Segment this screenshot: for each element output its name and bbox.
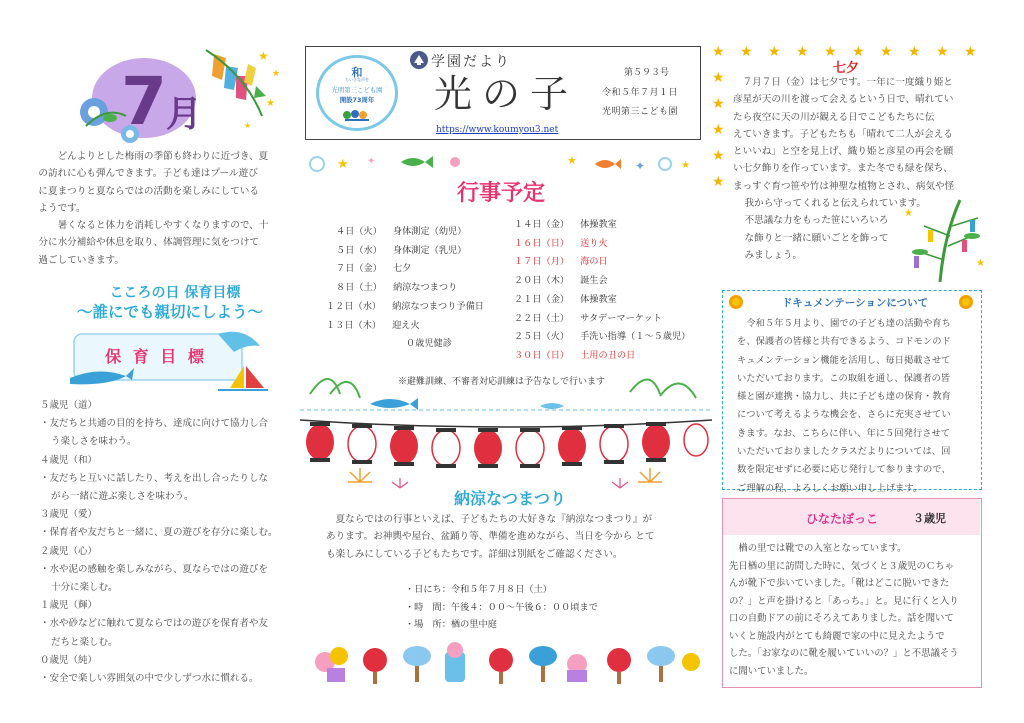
intro-line: に夏まつりと夏ならではの活動を楽しみにしている — [38, 185, 259, 197]
tanabata-line: 我から守ってくれると伝えられています。 — [744, 198, 927, 210]
sunflower-icon — [959, 295, 973, 309]
goal-2 — [40, 543, 302, 598]
noryo-title: 納涼なつまつり — [453, 489, 566, 508]
svg-text:★: ★ — [976, 258, 985, 269]
tanabata-line: えていきます。子どもたちも「晴れて二人が会える — [733, 128, 953, 140]
goal-head: ５歳児（道） — [40, 400, 98, 411]
goal-item: ・水や泥の感触を楽しみながら、夏ならではの遊びを 十分に楽しむ。 — [40, 563, 268, 594]
paper-subtitle: 学園だより — [431, 54, 511, 70]
docu-line: いただいております。この取組を通し、保護者の皆 — [737, 372, 951, 384]
goal-item: ・友だちと互いに話したり、考えを出し合ったりしな がら一緒に遊ぶ楽しさを味わう。 — [40, 472, 269, 503]
hina-line: に聞いていました。 — [729, 665, 814, 677]
goal-4 — [40, 452, 302, 507]
event-row: ３０日（日） 土用の丑の日 — [514, 349, 636, 361]
events-title: 行事予定 — [456, 181, 545, 206]
intro-line: 分に水分補給や休息を取り、体調管理に気をつけて — [38, 237, 260, 249]
noryo-place: ・場 所：楢の里中庭 — [405, 619, 497, 630]
goal-head: ４歳児（和） — [40, 454, 98, 466]
svg-text:★: ★ — [681, 160, 690, 171]
event-row: １４日（金） 体操教室 — [514, 219, 617, 230]
svg-text:★: ★ — [712, 96, 725, 112]
masthead — [305, 46, 701, 140]
docu-line: きます。なお、こちらに伴い、年に５回発行させて — [737, 427, 951, 439]
svg-text:★: ★ — [258, 49, 269, 63]
svg-text:★: ★ — [712, 44, 725, 60]
svg-text:★: ★ — [712, 174, 725, 190]
event-row: ２２日（土） サタデーマーケット — [514, 312, 662, 324]
goal-item: ・友だちと共通の目的を持ち、達成に向けて協力し合 う楽しさを味わう。 — [40, 418, 269, 448]
tanabata-line: な飾りと一緒に願いごとを飾って — [744, 232, 889, 244]
hina-line: 楢の里では靴での入室となっています。 — [738, 543, 907, 554]
kokoro-title: こころの日 保育目標 — [109, 285, 241, 301]
intro-paragraph-1 — [38, 148, 296, 217]
svg-text:★: ★ — [337, 157, 349, 172]
svg-text:✦: ✦ — [635, 159, 646, 173]
documentation-box — [722, 290, 982, 494]
noryo-time: ・時 間：午後４：００～午後６：００頃まで — [405, 601, 598, 613]
intro-line: どんよりとした梅雨の季節も終わりに近づき、夏 — [57, 151, 269, 162]
noryo-line: も楽しみにしている子どもたちです。詳細は別紙をご確認ください。 — [326, 548, 623, 560]
event-row: ５日（水） 身体測定（乳児） — [336, 244, 467, 256]
logo-emblem-icon — [341, 108, 373, 122]
bamboo-icon — [900, 196, 988, 284]
svg-text:★: ★ — [880, 44, 893, 60]
svg-text:★: ★ — [768, 44, 781, 60]
docu-line: 令和５年５月より、園での子ども達の活動や育ち — [746, 318, 951, 329]
month-kanji-graphic: 月 — [166, 94, 203, 135]
goal-head: ２歳児（心） — [40, 545, 98, 557]
tanabata-line: たら夜空に天の川が観える日でこどもたちに伝 — [733, 111, 935, 123]
svg-text:★: ★ — [712, 70, 725, 86]
svg-text:★: ★ — [796, 44, 809, 60]
logo-school-name: 光明第三こども園 — [331, 86, 383, 94]
hoiku-banner — [68, 330, 268, 392]
month-number-graphic: 7 — [121, 63, 167, 140]
goal-item: ・保育者や友だちと一緒に、夏の遊びを存分に楽しむ。 — [40, 527, 278, 539]
docu-line: いただいておりましたクラスだよりについては、回 — [737, 446, 951, 458]
docu-line: について考えるような機会を、さらに充実させてい — [737, 409, 951, 421]
intro-line: 暑くなると体力を消耗しやすくなりますので、十 — [57, 220, 269, 232]
event-row: ７日（金） 七夕 — [336, 263, 412, 275]
hina-line: の？」と声を掛けると「あっち。」と。見に行くと入り — [729, 595, 959, 607]
publisher: 光明第三こども園 — [602, 107, 679, 117]
docu-line: 様と園が連携・協力し、共に子ども達の保育・教育 — [737, 391, 951, 403]
tanabata-line: みましょう。 — [744, 249, 803, 261]
tanabata-line: といいね」と空を見上げ、織り姫と彦星の再会を願 — [733, 146, 954, 158]
tanabata-title: 七夕 — [832, 61, 859, 76]
month-badge — [66, 46, 284, 146]
logo-mark: 和 — [351, 66, 363, 79]
documentation-title: ドキュメンテーションについて — [781, 297, 929, 309]
event-row: １６日（日） 送り火 — [514, 237, 608, 249]
documentation-text — [737, 315, 977, 498]
svg-text:★: ★ — [904, 208, 913, 219]
hina-line: んが靴下で歩いていました。「靴はどこに脱いできた — [729, 578, 950, 589]
svg-text:✦: ✦ — [367, 156, 376, 167]
logo-tagline: ちいさな声を — [345, 77, 369, 82]
goal-3 — [40, 506, 302, 542]
hina-line: した。「お家なのに靴を履いていいの？」と不思議そう — [729, 648, 959, 659]
summer-goods-illustration — [305, 638, 705, 686]
hina-line: 先日楢の里に訪問した時に、気づくと３歳児のＣちゃ — [729, 560, 955, 572]
intro-line: ようです。 — [38, 202, 86, 214]
intro-text — [38, 148, 296, 269]
goal-0 — [40, 652, 302, 688]
july-illustration — [66, 46, 284, 146]
issue-number: 第５９３号 — [624, 68, 670, 78]
tanabata-line: い七夕飾りを作っています。また冬でも緑を保ち、 — [733, 163, 953, 175]
goal-head: ３歳児（愛） — [40, 509, 98, 521]
hina-line: いくと施設内がとても綺麗で家の中に見えたようで — [729, 630, 945, 642]
issue-date: 令和５年７月１日 — [602, 88, 679, 98]
noryo-line: あります。お神輿や屋台、盆踊り等、準備を進めながら、当日を今から とて — [326, 531, 655, 543]
kokoro-subtitle: ～誰にでも親切にしよう～ — [76, 303, 263, 321]
goal-1 — [40, 597, 302, 652]
event-row: ２５日（火） 手洗い指導（１～５歳児） — [514, 331, 691, 343]
svg-text:★: ★ — [712, 148, 725, 164]
events-list-left — [326, 223, 506, 354]
intro-line: 過ごしていきます。 — [38, 254, 124, 266]
event-row: １７日（月） 海の日 — [514, 256, 608, 268]
event-row: ２０日（木） 誕生会 — [514, 275, 608, 287]
noryo-info — [405, 581, 598, 634]
intro-line: の訪れに心も弾んできます。子ども達はプール遊び — [38, 168, 258, 180]
svg-text:★: ★ — [824, 44, 837, 60]
svg-text:★: ★ — [567, 154, 577, 167]
svg-text:★: ★ — [936, 44, 949, 60]
svg-text:★: ★ — [712, 122, 725, 138]
logo-years: 開設73周年 — [339, 96, 375, 104]
noryo-date: ・日にち：令和５年７月８日（土） — [405, 584, 552, 595]
tanabata-line: ７月７日（金）は七夕です。一年に一度織り姫と — [742, 77, 953, 88]
hinatabokko-title: ひなたぼっこ — [806, 512, 879, 526]
svg-text:★: ★ — [266, 98, 275, 109]
hina-line: 口の自動ドアの前にそろえてありました。話を聞いて — [729, 613, 954, 624]
svg-text:★: ★ — [244, 121, 252, 130]
docu-line: キュメンテーション機能を活用し、毎日掲載させて — [737, 354, 951, 366]
intro-paragraph-2 — [38, 217, 296, 269]
hinatabokko-text — [729, 540, 977, 680]
svg-text:★: ★ — [272, 69, 281, 79]
hinatabokko-age: ３歳児 — [913, 512, 946, 525]
hinatabokko-box — [722, 498, 982, 688]
hinatabokko-header — [723, 499, 980, 535]
goal-item: ・安全で楽しい雰囲気の中で少しずつ水に慣れる。 — [40, 673, 259, 685]
goal-list — [40, 397, 302, 688]
goal-5 — [40, 397, 302, 452]
svg-text:★: ★ — [852, 44, 865, 60]
tanabata-line: まっすぐ育つ笹や竹は神聖な植物とされ、病気や怪 — [733, 180, 955, 192]
event-row: ２１日（金） 体操教室 — [514, 293, 617, 305]
svg-text:★: ★ — [740, 44, 753, 60]
hoiku-banner-label: 保 育 目 標 — [105, 347, 207, 366]
event-row: １２日（水） 納涼なつまつり予備日 — [326, 300, 484, 312]
tanabata-line: 彦星が天の川を渡って会えるという日で、晴れてい — [733, 94, 954, 106]
events-list-right — [514, 216, 714, 366]
goal-head: ０歳児（純） — [40, 654, 98, 666]
tanabata-line: 不思議な力をもった笹にいろいろ — [744, 215, 889, 227]
noryo-text — [326, 511, 694, 563]
goal-head: １歳児（輝） — [40, 600, 98, 612]
docu-line: ご理解の程、よろしくお願い申し上げます。 — [737, 482, 923, 494]
svg-text:★: ★ — [964, 44, 977, 60]
event-row: ４日（火） 身体測定（幼児） — [336, 226, 467, 237]
school-logo — [316, 55, 398, 131]
svg-text:★: ★ — [908, 44, 921, 60]
event-row: １３日（木） 迎え火 — [326, 319, 420, 331]
docu-line: を、保護者の皆様と共有できるよう、コドモンのド — [737, 336, 951, 348]
noryo-line: 夏ならではの行事といえば、子どもたちの大好きな『納涼なつまつり』が — [335, 514, 653, 525]
school-emblem-icon — [410, 51, 428, 69]
docu-line: 数を限定せずに必要に応じ発行して参りますので、 — [737, 464, 951, 476]
event-row: ０歳児健診 — [406, 338, 452, 350]
events-note: ※避難訓練、不審者対応訓練は予告なしで行います — [398, 377, 606, 387]
event-row: ８日（土） 納涼なつまつり — [336, 282, 458, 294]
website-link[interactable]: https://www.koumyou3.net — [436, 125, 559, 135]
goal-item: ・水や砂などに触れて夏ならではの遊びを保育者や友 だちと楽しむ。 — [40, 618, 268, 648]
paper-title: 光の子 — [434, 72, 579, 116]
